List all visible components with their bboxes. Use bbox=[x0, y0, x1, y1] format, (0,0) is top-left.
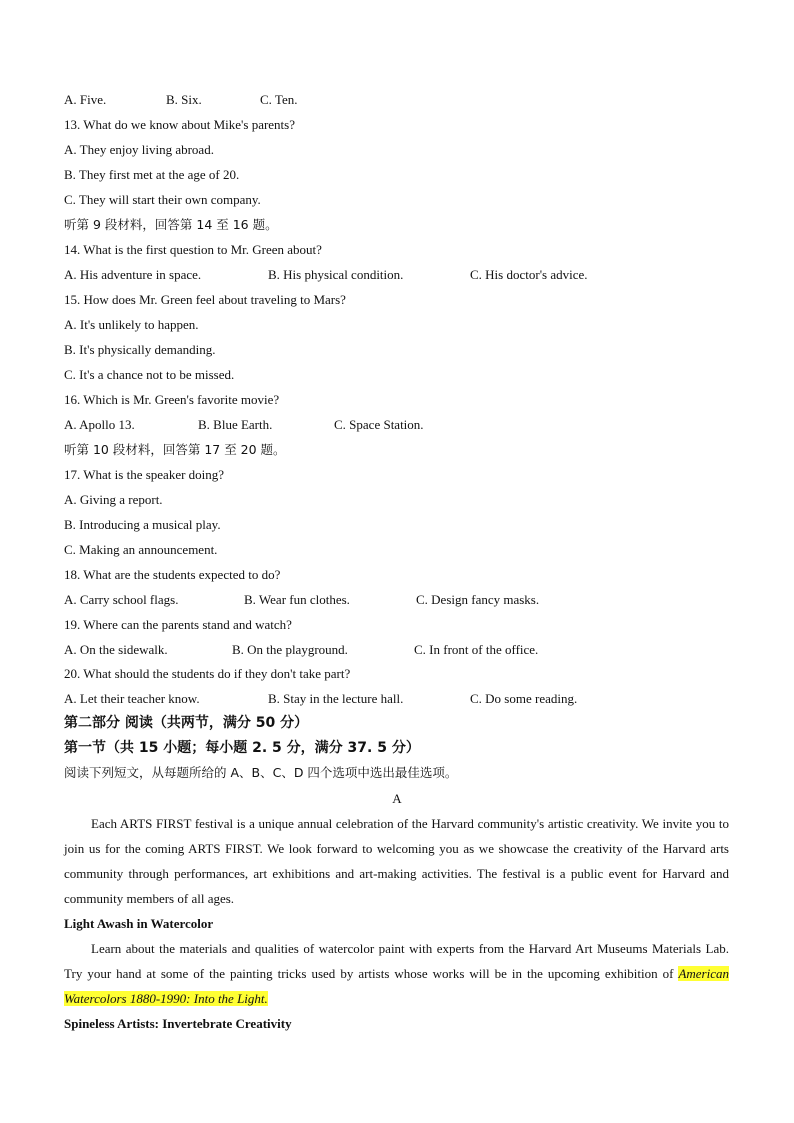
passage-paragraph-2 bbox=[64, 936, 729, 1011]
q16-option-c: C. Space Station. bbox=[334, 417, 424, 432]
q13-option-b: B. They first met at the age of 20. bbox=[64, 167, 240, 182]
q18-option-b: B. Wear fun clothes. bbox=[244, 592, 350, 607]
q15-option-b: B. It's physically demanding. bbox=[64, 342, 216, 357]
exhibition-title-highlight: American Watercolors 1880-1990: Into the Light. bbox=[64, 966, 729, 1006]
q14-option-b: B. His physical condition. bbox=[268, 267, 404, 282]
q13-option-a: A. They enjoy living abroad. bbox=[64, 142, 214, 157]
q17-option-b: B. Introducing a musical play. bbox=[64, 517, 221, 532]
q16-stem: 16. Which is Mr. Green's favorite movie? bbox=[64, 392, 280, 407]
q18-stem: 18. What are the students expected to do? bbox=[64, 567, 281, 582]
q14-stem: 14. What is the first question to Mr. Green about? bbox=[64, 242, 322, 257]
q13-stem: 13. What do we know about Mike's parents? bbox=[64, 117, 295, 132]
q19-option-c: C. In front of the office. bbox=[414, 642, 539, 657]
q19-stem: 19. Where can the parents stand and watch? bbox=[64, 617, 292, 632]
q20-stem: 20. What should the students do if they don't take part? bbox=[64, 666, 351, 681]
q16-option-b: B. Blue Earth. bbox=[198, 417, 273, 432]
q19-option-b: B. On the playground. bbox=[232, 642, 348, 657]
q12-option-a: A. Five. bbox=[64, 92, 107, 107]
q14-option-a: A. His adventure in space. bbox=[64, 267, 202, 282]
q13-option-c: C. They will start their own company. bbox=[64, 192, 261, 207]
q20-option-c: C. Do some reading. bbox=[470, 691, 578, 706]
subheading-light-awash: Light Awash in Watercolor bbox=[64, 916, 214, 931]
reading-instruction: 阅读下列短文，从每题所给的 A、B、C、D 四个选项中选出最佳选项。 bbox=[64, 765, 458, 780]
q15-option-a: A. It's unlikely to happen. bbox=[64, 317, 199, 332]
q19-option-a: A. On the sidewalk. bbox=[64, 642, 168, 657]
part-2-title: 第二部分 阅读（共两节，满分 50 分） bbox=[64, 715, 309, 731]
q18-option-a: A. Carry school flags. bbox=[64, 592, 179, 607]
q20-option-b: B. Stay in the lecture hall. bbox=[268, 691, 404, 706]
passage-paragraph-1: Each ARTS FIRST festival is a unique annual celebration of the Harvard community's artistic creativity. We invite you to join us for the coming ARTS FIRST. We look forward to welcoming you as we showcase the creativity of the Harvard arts community through performances, art exhibitions and art-making activities. The festival is a public event for Harvard and community members of all ages. bbox=[64, 816, 729, 906]
q15-option-c: C. It's a chance not to be missed. bbox=[64, 367, 235, 382]
q17-stem: 17. What is the speaker doing? bbox=[64, 467, 225, 482]
q14-option-c: C. His doctor's advice. bbox=[470, 267, 588, 282]
q17-option-a: A. Giving a report. bbox=[64, 492, 163, 507]
section-1-title: 第一节（共 15 小题；每小题 2. 5 分，满分 37. 5 分） bbox=[64, 740, 420, 756]
q18-option-c: C. Design fancy masks. bbox=[416, 592, 540, 607]
q15-stem: 15. How does Mr. Green feel about traveling to Mars? bbox=[64, 292, 346, 307]
section-9-instruction: 听第 9 段材料，回答第 14 至 16 题。 bbox=[64, 217, 278, 232]
q20-option-a: A. Let their teacher know. bbox=[64, 691, 200, 706]
q16-option-a: A. Apollo 13. bbox=[64, 417, 135, 432]
paragraph-2-text: Learn about the materials and qualities of watercolor paint with experts from the Harvard Art Museums Materials Lab. Try your hand at some of the painting tricks used by artists whose works will be in the upcoming exhibition of bbox=[64, 941, 729, 981]
passage-label: A bbox=[392, 791, 402, 806]
q17-option-c: C. Making an announcement. bbox=[64, 542, 218, 557]
q12-option-c: C. Ten. bbox=[260, 92, 298, 107]
q12-option-b: B. Six. bbox=[166, 92, 202, 107]
section-10-instruction: 听第 10 段材料，回答第 17 至 20 题。 bbox=[64, 442, 286, 457]
subheading-spineless-artists: Spineless Artists: Invertebrate Creativity bbox=[64, 1016, 292, 1031]
